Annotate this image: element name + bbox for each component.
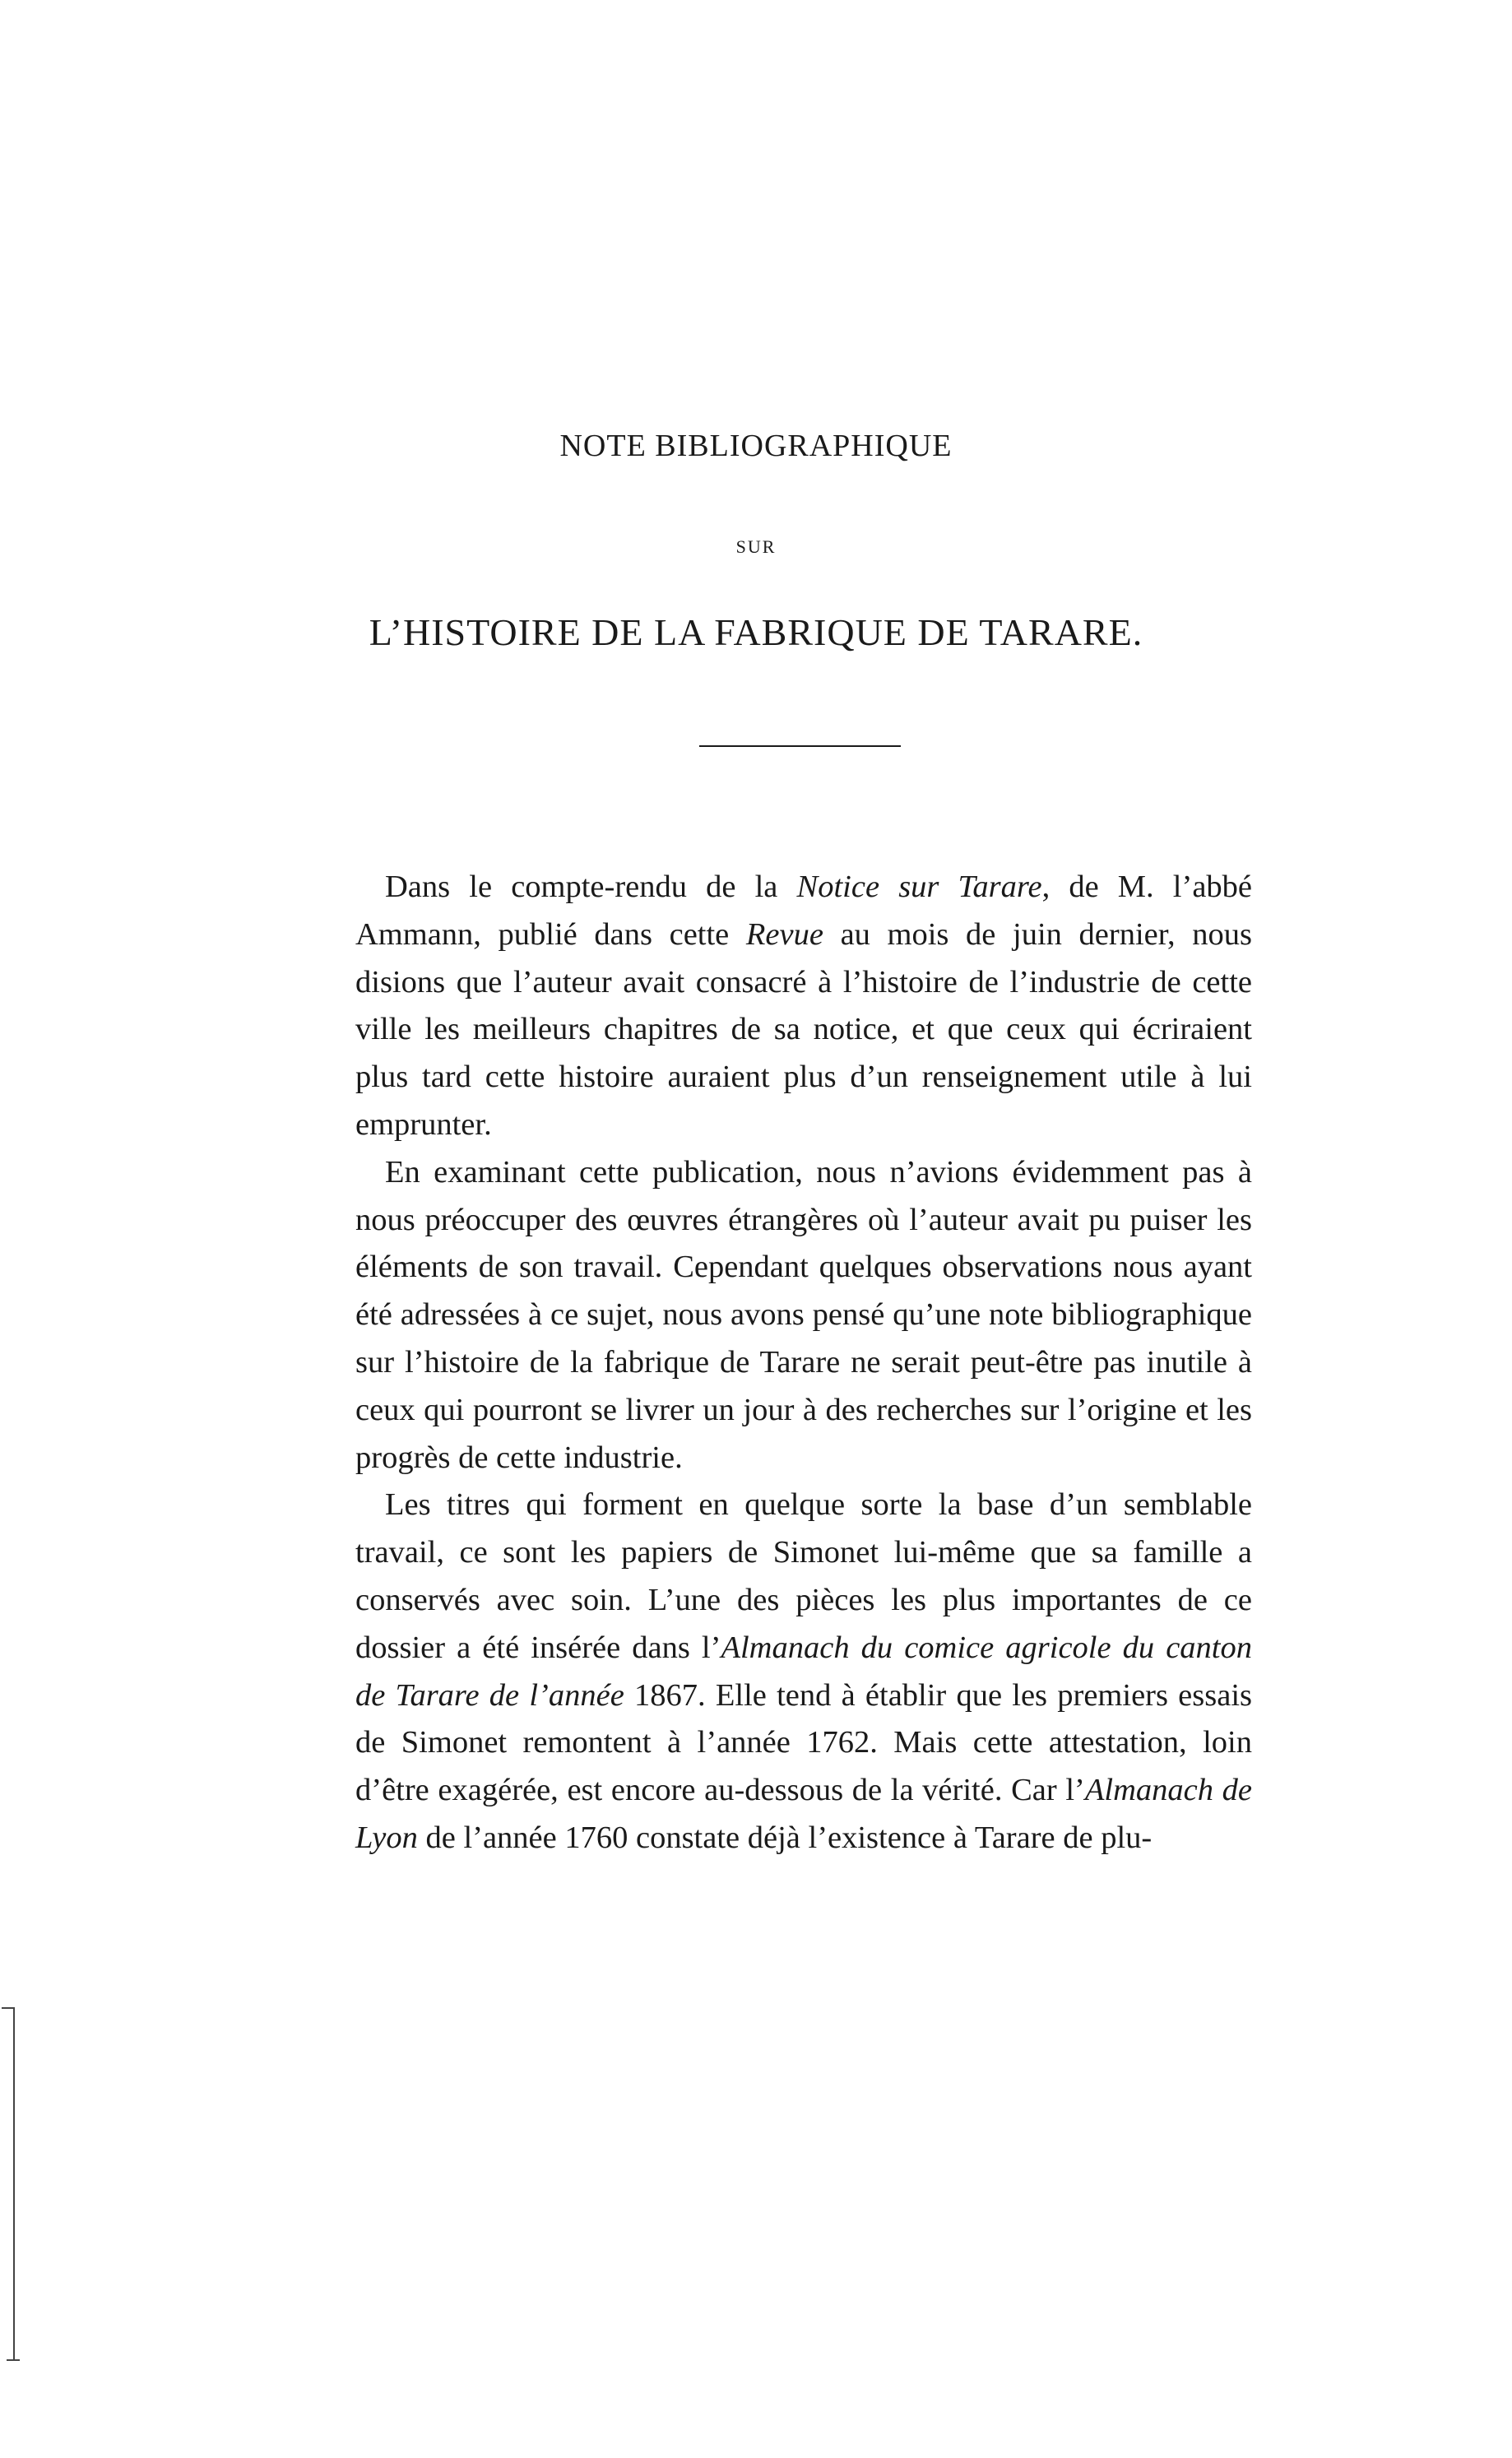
text-segment: En examinant cette publication, nous n’avions évidemment pas à nous préoccuper des œuvres étrangères où l’auteur avait pu puiser les éléments de son travail. Cependant quelques observations nous ayant été adressées à ce sujet, nous avons pensé qu’une note bibliographique sur l’histoire de la fabrique de Tarare ne serait peut-être pas inutile à ceux qui pourront se livrer un jour à des recherches sur l’origine et les progrès de cette industrie. bbox=[355, 1154, 1252, 1475]
paragraph bbox=[355, 1149, 1252, 1482]
paragraph bbox=[355, 1482, 1252, 1862]
italic-segment: Almanach du comice agricole du canton de Tarare de l’année bbox=[355, 1630, 1252, 1713]
page-title: NOTE BIBLIOGRAPHIQUE bbox=[559, 429, 953, 463]
paragraph bbox=[355, 864, 1252, 1149]
text-segment: Dans le compte-rendu de la bbox=[385, 870, 797, 904]
italic-segment: Notice sur Tarare bbox=[796, 870, 1042, 904]
text-segment: , de M. l’abbé Ammann, publié dans cette bbox=[355, 870, 1253, 952]
text-segment: Les titres qui forment en quelque sorte la base d’un semblable travail, ce sont les papiers de Simonet lui-même que sa famille a conservés avec soin. L’une des pièces les plus importantes de ce dossier a été insérée dans l’ bbox=[355, 1487, 1252, 1665]
scan-margin-mark bbox=[0, 2007, 15, 2361]
title-connector: SUR bbox=[735, 536, 777, 557]
text-segment: de l’année 1760 constate déjà l’existence à Tarare de plu- bbox=[417, 1820, 1153, 1855]
scan-margin-tick bbox=[7, 2359, 20, 2361]
text-segment: au mois de juin dernier, nous disions que l’auteur avait consacré à l’histoire de l’industrie de cette ville les meilleurs chapitres de sa notice, et que ceux qui écriraient plus tard cette histoire auraient plus d’un renseignement utile à lui emprunter. bbox=[355, 916, 1252, 1142]
text-segment: 1867. Elle tend à établir que les premiers essais de Simonet remontent à l’année 1762. Mais cette attestation, loin d’être exagérée, est encore au-dessous de la vérité. Car l’ bbox=[355, 1677, 1253, 1808]
title-divider bbox=[699, 745, 901, 747]
body-text bbox=[355, 864, 1252, 1862]
italic-segment: Revue bbox=[745, 916, 823, 952]
page-subtitle: L’HISTOIRE DE LA FABRIQUE DE TARARE. bbox=[369, 611, 1143, 653]
scan-margin-tick bbox=[2, 2007, 13, 2009]
italic-segment: Almanach de Lyon bbox=[355, 1773, 1252, 1855]
